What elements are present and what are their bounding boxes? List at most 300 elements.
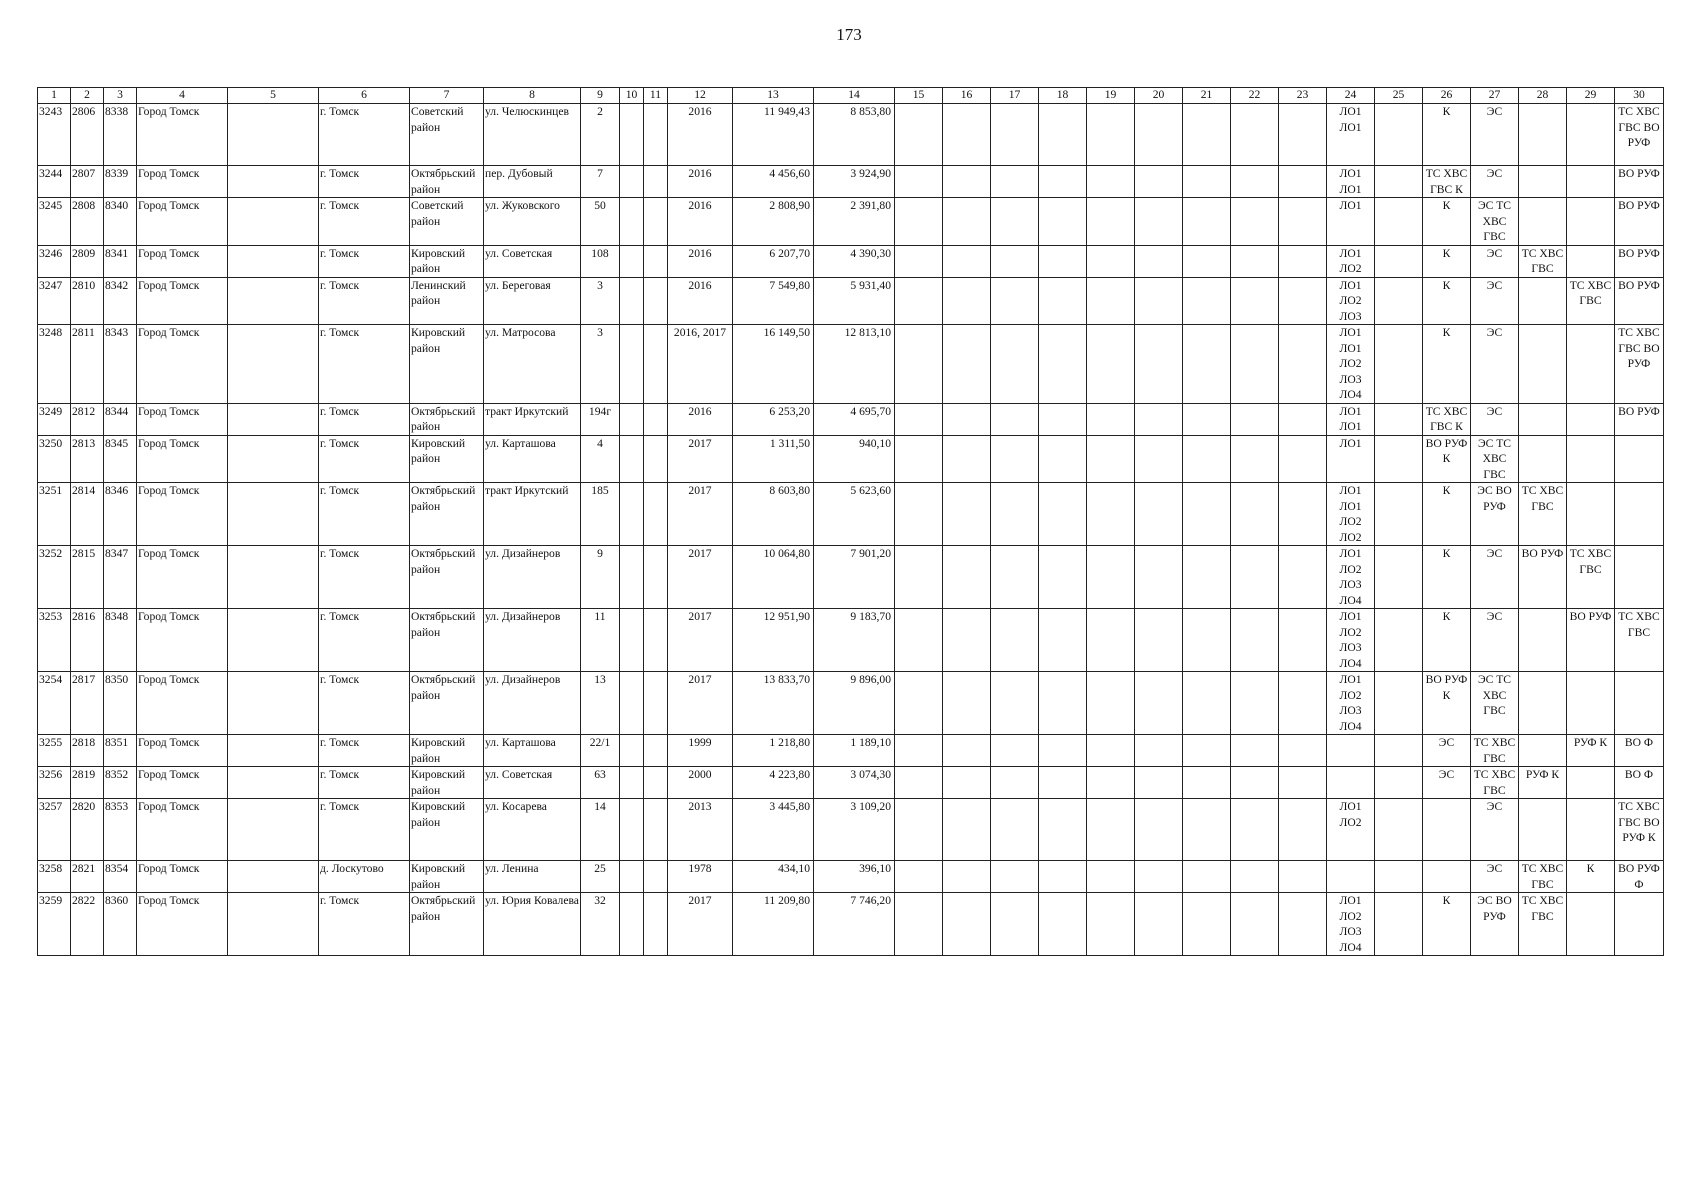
cell-col-29: [1567, 672, 1615, 735]
cell-col-2: 2809: [71, 245, 104, 277]
cell-col-28: [1519, 435, 1567, 483]
cell-col-27: ЭС ТС ХВС ГВС: [1471, 198, 1519, 246]
column-header-27: 27: [1471, 88, 1519, 104]
cell-col-16: [943, 546, 991, 609]
cell-col-17: [991, 198, 1039, 246]
cell-col-1: 3259: [38, 893, 71, 956]
cell-col-2: 2821: [71, 861, 104, 893]
cell-col-20: [1135, 104, 1183, 166]
cell-col-6: г. Томск: [319, 277, 410, 325]
cell-col-30: [1615, 435, 1664, 483]
cell-col-24: ЛО1 ЛО2: [1327, 245, 1375, 277]
cell-col-20: [1135, 277, 1183, 325]
cell-col-4: Город Томск: [137, 861, 228, 893]
cell-col-26: [1423, 799, 1471, 861]
cell-col-24: ЛО1 ЛО2 ЛО3 ЛО4: [1327, 609, 1375, 672]
cell-col-2: 2810: [71, 277, 104, 325]
cell-col-6: г. Томск: [319, 104, 410, 166]
cell-col-23: [1279, 198, 1327, 246]
cell-col-16: [943, 861, 991, 893]
cell-col-4: Город Томск: [137, 325, 228, 404]
cell-col-5: [228, 104, 319, 166]
cell-col-25: [1375, 104, 1423, 166]
cell-col-13: 6 253,20: [733, 403, 814, 435]
cell-col-28: ТС ХВС ГВС: [1519, 483, 1567, 546]
cell-col-29: ТС ХВС ГВС: [1567, 546, 1615, 609]
cell-col-15: [895, 198, 943, 246]
cell-col-26: К: [1423, 546, 1471, 609]
cell-col-2: 2814: [71, 483, 104, 546]
cell-col-2: 2822: [71, 893, 104, 956]
cell-col-23: [1279, 609, 1327, 672]
table-row: [38, 403, 1664, 435]
cell-col-26: К: [1423, 277, 1471, 325]
cell-col-12: 2016: [668, 198, 733, 246]
cell-col-21: [1183, 799, 1231, 861]
cell-col-3: 8339: [104, 166, 137, 198]
cell-col-28: ТС ХВС ГВС: [1519, 245, 1567, 277]
cell-col-24: ЛО1 ЛО1: [1327, 166, 1375, 198]
cell-col-5: [228, 198, 319, 246]
table-row: [38, 893, 1664, 956]
cell-col-6: г. Томск: [319, 767, 410, 799]
cell-col-21: [1183, 546, 1231, 609]
cell-col-17: [991, 104, 1039, 166]
cell-col-7: Октябрьский район: [410, 546, 484, 609]
cell-col-9: 11: [581, 609, 620, 672]
cell-col-10: [620, 166, 644, 198]
cell-col-27: ЭС ВО РУФ: [1471, 893, 1519, 956]
cell-col-16: [943, 277, 991, 325]
cell-col-3: 8350: [104, 672, 137, 735]
cell-col-22: [1231, 861, 1279, 893]
cell-col-1: 3250: [38, 435, 71, 483]
table-row: [38, 672, 1664, 735]
table-row: [38, 166, 1664, 198]
cell-col-29: [1567, 435, 1615, 483]
table-row: [38, 767, 1664, 799]
cell-col-7: Кировский район: [410, 325, 484, 404]
cell-col-30: ВО РУФ: [1615, 245, 1664, 277]
cell-col-2: 2817: [71, 672, 104, 735]
cell-col-9: 2: [581, 104, 620, 166]
cell-col-22: [1231, 403, 1279, 435]
cell-col-5: [228, 893, 319, 956]
cell-col-14: 396,10: [814, 861, 895, 893]
cell-col-30: ТС ХВС ГВС ВО РУФ: [1615, 325, 1664, 404]
table-row: [38, 546, 1664, 609]
cell-col-9: 9: [581, 546, 620, 609]
cell-col-16: [943, 166, 991, 198]
cell-col-19: [1087, 104, 1135, 166]
cell-col-12: 2016: [668, 245, 733, 277]
cell-col-28: ТС ХВС ГВС: [1519, 893, 1567, 956]
cell-col-30: ВО Ф: [1615, 735, 1664, 767]
column-header-15: 15: [895, 88, 943, 104]
cell-col-15: [895, 483, 943, 546]
cell-col-21: [1183, 435, 1231, 483]
cell-col-27: ЭС ТС ХВС ГВС: [1471, 672, 1519, 735]
cell-col-23: [1279, 277, 1327, 325]
cell-col-13: 10 064,80: [733, 546, 814, 609]
cell-col-2: 2807: [71, 166, 104, 198]
cell-col-12: 1999: [668, 735, 733, 767]
cell-col-3: 8351: [104, 735, 137, 767]
cell-col-19: [1087, 325, 1135, 404]
cell-col-19: [1087, 435, 1135, 483]
cell-col-21: [1183, 245, 1231, 277]
cell-col-11: [644, 609, 668, 672]
cell-col-20: [1135, 403, 1183, 435]
cell-col-5: [228, 325, 319, 404]
cell-col-16: [943, 799, 991, 861]
cell-col-7: Октябрьский район: [410, 483, 484, 546]
cell-col-4: Город Томск: [137, 435, 228, 483]
cell-col-8: ул. Жуковского: [484, 198, 581, 246]
cell-col-4: Город Томск: [137, 166, 228, 198]
cell-col-18: [1039, 245, 1087, 277]
cell-col-13: 4 223,80: [733, 767, 814, 799]
cell-col-28: [1519, 166, 1567, 198]
cell-col-2: 2816: [71, 609, 104, 672]
cell-col-18: [1039, 166, 1087, 198]
cell-col-13: 12 951,90: [733, 609, 814, 672]
cell-col-18: [1039, 325, 1087, 404]
cell-col-28: [1519, 198, 1567, 246]
cell-col-16: [943, 767, 991, 799]
cell-col-11: [644, 861, 668, 893]
cell-col-16: [943, 325, 991, 404]
cell-col-10: [620, 198, 644, 246]
cell-col-28: ВО РУФ: [1519, 546, 1567, 609]
cell-col-13: 11 949,43: [733, 104, 814, 166]
cell-col-20: [1135, 609, 1183, 672]
cell-col-18: [1039, 735, 1087, 767]
cell-col-25: [1375, 166, 1423, 198]
cell-col-6: г. Томск: [319, 198, 410, 246]
cell-col-3: 8342: [104, 277, 137, 325]
cell-col-4: Город Томск: [137, 104, 228, 166]
cell-col-28: [1519, 672, 1567, 735]
cell-col-23: [1279, 325, 1327, 404]
cell-col-3: 8346: [104, 483, 137, 546]
cell-col-12: 1978: [668, 861, 733, 893]
cell-col-22: [1231, 104, 1279, 166]
cell-col-1: 3245: [38, 198, 71, 246]
cell-col-1: 3248: [38, 325, 71, 404]
cell-col-30: ТС ХВС ГВС ВО РУФ: [1615, 104, 1664, 166]
cell-col-20: [1135, 767, 1183, 799]
cell-col-2: 2806: [71, 104, 104, 166]
cell-col-10: [620, 767, 644, 799]
cell-col-17: [991, 325, 1039, 404]
cell-col-17: [991, 609, 1039, 672]
cell-col-26: К: [1423, 609, 1471, 672]
cell-col-12: 2013: [668, 799, 733, 861]
cell-col-14: 7 746,20: [814, 893, 895, 956]
cell-col-15: [895, 403, 943, 435]
cell-col-14: 3 109,20: [814, 799, 895, 861]
cell-col-10: [620, 483, 644, 546]
cell-col-9: 50: [581, 198, 620, 246]
cell-col-2: 2813: [71, 435, 104, 483]
cell-col-27: ЭС: [1471, 104, 1519, 166]
cell-col-1: 3257: [38, 799, 71, 861]
cell-col-7: Октябрьский район: [410, 403, 484, 435]
cell-col-21: [1183, 198, 1231, 246]
cell-col-8: ул. Карташова: [484, 435, 581, 483]
cell-col-7: Кировский район: [410, 861, 484, 893]
cell-col-4: Город Томск: [137, 767, 228, 799]
cell-col-12: 2016: [668, 403, 733, 435]
cell-col-6: г. Томск: [319, 325, 410, 404]
cell-col-3: 8341: [104, 245, 137, 277]
cell-col-3: 8344: [104, 403, 137, 435]
cell-col-6: г. Томск: [319, 609, 410, 672]
cell-col-3: 8340: [104, 198, 137, 246]
cell-col-17: [991, 672, 1039, 735]
cell-col-28: ТС ХВС ГВС: [1519, 861, 1567, 893]
cell-col-17: [991, 767, 1039, 799]
cell-col-10: [620, 799, 644, 861]
cell-col-22: [1231, 546, 1279, 609]
cell-col-21: [1183, 609, 1231, 672]
cell-col-30: ТС ХВС ГВС: [1615, 609, 1664, 672]
cell-col-20: [1135, 672, 1183, 735]
cell-col-3: 8353: [104, 799, 137, 861]
cell-col-21: [1183, 104, 1231, 166]
cell-col-14: 4 390,30: [814, 245, 895, 277]
cell-col-3: 8348: [104, 609, 137, 672]
cell-col-18: [1039, 672, 1087, 735]
cell-col-11: [644, 546, 668, 609]
cell-col-8: ул. Советская: [484, 767, 581, 799]
cell-col-12: 2016: [668, 277, 733, 325]
column-header-10: 10: [620, 88, 644, 104]
cell-col-10: [620, 435, 644, 483]
cell-col-3: 8338: [104, 104, 137, 166]
cell-col-10: [620, 403, 644, 435]
cell-col-9: 63: [581, 767, 620, 799]
cell-col-16: [943, 198, 991, 246]
cell-col-7: Кировский район: [410, 435, 484, 483]
cell-col-7: Ленинский район: [410, 277, 484, 325]
cell-col-29: [1567, 245, 1615, 277]
cell-col-17: [991, 799, 1039, 861]
cell-col-17: [991, 245, 1039, 277]
cell-col-18: [1039, 104, 1087, 166]
column-header-1: 1: [38, 88, 71, 104]
cell-col-23: [1279, 893, 1327, 956]
cell-col-5: [228, 483, 319, 546]
cell-col-29: [1567, 325, 1615, 404]
cell-col-30: ВО РУФ: [1615, 277, 1664, 325]
cell-col-13: 3 445,80: [733, 799, 814, 861]
page-number: 173: [836, 25, 862, 44]
cell-col-13: 1 311,50: [733, 435, 814, 483]
cell-col-5: [228, 546, 319, 609]
cell-col-10: [620, 104, 644, 166]
cell-col-13: 7 549,80: [733, 277, 814, 325]
cell-col-15: [895, 799, 943, 861]
housing-register-table: [37, 87, 1664, 956]
cell-col-26: К: [1423, 198, 1471, 246]
cell-col-2: 2819: [71, 767, 104, 799]
cell-col-13: 434,10: [733, 861, 814, 893]
cell-col-9: 194г: [581, 403, 620, 435]
cell-col-30: ТС ХВС ГВС ВО РУФ К: [1615, 799, 1664, 861]
cell-col-1: 3246: [38, 245, 71, 277]
cell-col-14: 1 189,10: [814, 735, 895, 767]
cell-col-19: [1087, 735, 1135, 767]
cell-col-1: 3249: [38, 403, 71, 435]
cell-col-18: [1039, 767, 1087, 799]
cell-col-26: К: [1423, 245, 1471, 277]
cell-col-9: 4: [581, 435, 620, 483]
table-row: [38, 104, 1664, 166]
column-header-30: 30: [1615, 88, 1664, 104]
cell-col-8: ул. Дизайнеров: [484, 609, 581, 672]
column-header-4: 4: [137, 88, 228, 104]
cell-col-26: ТС ХВС ГВС К: [1423, 166, 1471, 198]
cell-col-16: [943, 672, 991, 735]
cell-col-3: 8352: [104, 767, 137, 799]
cell-col-22: [1231, 483, 1279, 546]
cell-col-6: г. Томск: [319, 435, 410, 483]
cell-col-8: ул. Челюскинцев: [484, 104, 581, 166]
cell-col-20: [1135, 483, 1183, 546]
cell-col-5: [228, 277, 319, 325]
cell-col-20: [1135, 546, 1183, 609]
cell-col-13: 4 456,60: [733, 166, 814, 198]
cell-col-6: г. Томск: [319, 245, 410, 277]
cell-col-25: [1375, 277, 1423, 325]
cell-col-18: [1039, 403, 1087, 435]
cell-col-20: [1135, 799, 1183, 861]
cell-col-29: РУФ К: [1567, 735, 1615, 767]
column-header-6: 6: [319, 88, 410, 104]
cell-col-15: [895, 609, 943, 672]
cell-col-11: [644, 735, 668, 767]
cell-col-19: [1087, 483, 1135, 546]
cell-col-18: [1039, 861, 1087, 893]
cell-col-10: [620, 277, 644, 325]
cell-col-26: ВО РУФ К: [1423, 672, 1471, 735]
cell-col-6: г. Томск: [319, 799, 410, 861]
table-row: [38, 609, 1664, 672]
cell-col-24: ЛО1 ЛО2 ЛО3 ЛО4: [1327, 672, 1375, 735]
cell-col-17: [991, 483, 1039, 546]
column-header-18: 18: [1039, 88, 1087, 104]
cell-col-8: ул. Юрия Ковалева: [484, 893, 581, 956]
cell-col-14: 940,10: [814, 435, 895, 483]
cell-col-11: [644, 483, 668, 546]
cell-col-22: [1231, 435, 1279, 483]
cell-col-17: [991, 861, 1039, 893]
cell-col-13: 8 603,80: [733, 483, 814, 546]
cell-col-27: ЭС ТС ХВС ГВС: [1471, 435, 1519, 483]
cell-col-30: ВО Ф: [1615, 767, 1664, 799]
cell-col-12: 2016: [668, 166, 733, 198]
cell-col-21: [1183, 483, 1231, 546]
cell-col-22: [1231, 166, 1279, 198]
cell-col-5: [228, 435, 319, 483]
cell-col-12: 2017: [668, 893, 733, 956]
cell-col-15: [895, 325, 943, 404]
cell-col-1: 3244: [38, 166, 71, 198]
cell-col-6: г. Томск: [319, 546, 410, 609]
cell-col-25: [1375, 245, 1423, 277]
cell-col-30: ВО РУФ: [1615, 166, 1664, 198]
cell-col-24: [1327, 767, 1375, 799]
cell-col-6: г. Томск: [319, 483, 410, 546]
cell-col-29: [1567, 104, 1615, 166]
cell-col-1: 3252: [38, 546, 71, 609]
cell-col-15: [895, 245, 943, 277]
cell-col-15: [895, 735, 943, 767]
cell-col-28: [1519, 325, 1567, 404]
cell-col-4: Город Томск: [137, 198, 228, 246]
cell-col-19: [1087, 403, 1135, 435]
cell-col-27: ЭС: [1471, 861, 1519, 893]
cell-col-13: 16 149,50: [733, 325, 814, 404]
cell-col-25: [1375, 735, 1423, 767]
cell-col-27: ЭС: [1471, 799, 1519, 861]
cell-col-27: ЭС: [1471, 403, 1519, 435]
cell-col-25: [1375, 198, 1423, 246]
cell-col-17: [991, 735, 1039, 767]
cell-col-29: [1567, 198, 1615, 246]
cell-col-21: [1183, 672, 1231, 735]
cell-col-26: ЭС: [1423, 735, 1471, 767]
cell-col-15: [895, 104, 943, 166]
cell-col-16: [943, 104, 991, 166]
cell-col-17: [991, 403, 1039, 435]
column-header-9: 9: [581, 88, 620, 104]
cell-col-11: [644, 767, 668, 799]
cell-col-11: [644, 198, 668, 246]
cell-col-2: 2815: [71, 546, 104, 609]
cell-col-8: тракт Иркутский: [484, 403, 581, 435]
cell-col-8: ул. Карташова: [484, 735, 581, 767]
cell-col-24: ЛО1 ЛО2 ЛО3: [1327, 277, 1375, 325]
cell-col-12: 2017: [668, 609, 733, 672]
cell-col-14: 2 391,80: [814, 198, 895, 246]
cell-col-14: 4 695,70: [814, 403, 895, 435]
cell-col-22: [1231, 245, 1279, 277]
cell-col-15: [895, 893, 943, 956]
cell-col-25: [1375, 435, 1423, 483]
cell-col-19: [1087, 861, 1135, 893]
cell-col-18: [1039, 609, 1087, 672]
cell-col-28: [1519, 403, 1567, 435]
cell-col-26: К: [1423, 893, 1471, 956]
cell-col-20: [1135, 435, 1183, 483]
cell-col-16: [943, 483, 991, 546]
cell-col-4: Город Томск: [137, 672, 228, 735]
cell-col-23: [1279, 861, 1327, 893]
cell-col-23: [1279, 245, 1327, 277]
cell-col-10: [620, 735, 644, 767]
cell-col-1: 3255: [38, 735, 71, 767]
cell-col-3: 8354: [104, 861, 137, 893]
cell-col-10: [620, 861, 644, 893]
cell-col-3: 8347: [104, 546, 137, 609]
column-header-26: 26: [1423, 88, 1471, 104]
table-row: [38, 325, 1664, 404]
cell-col-25: [1375, 893, 1423, 956]
cell-col-17: [991, 893, 1039, 956]
